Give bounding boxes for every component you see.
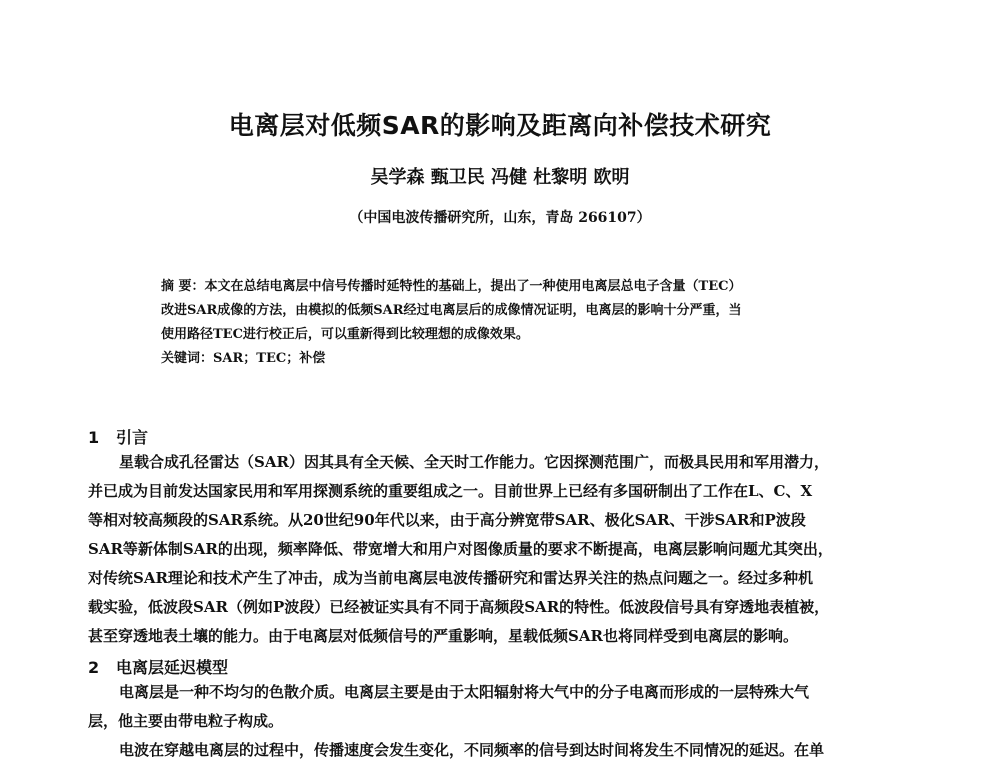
- section-heading-introduction: [88, 425, 148, 448]
- author-list: 吴学森 甄卫民 冯健 杜黎明 欧明: [370, 167, 630, 188]
- keywords-label: 关键词：: [161, 351, 214, 366]
- paragraph-line: 载实验，低波段SAR（例如P波段）已经被证实具有不同于高频段SAR的特性。低波段信号具有穿透地表植被，: [88, 598, 830, 616]
- paragraph-line: 电离层是一种不均匀的色散介质。电离层主要是由于太阳辐射将大气中的分子电离而形成的一层特殊大气: [119, 683, 810, 701]
- section-number: 1: [88, 428, 100, 447]
- abstract-block: [161, 275, 841, 371]
- paragraph-line: 层，他主要由带电粒子构成。: [88, 712, 284, 730]
- section-number: 2: [88, 658, 100, 677]
- paper-title: 电离层对低频SAR的影响及距离向补偿技术研究: [228, 111, 772, 140]
- paragraph-line: 甚至穿透地表土壤的能力。由于电离层对低频信号的严重影响，星载低频SAR也将同样受到电离层的影响。: [88, 627, 798, 645]
- keywords-line: [161, 347, 841, 371]
- paragraph-line: 并已成为目前发达国家民用和军用探测系统的重要组成之一。目前世界上已经有多国研制出了工作在L、C、X: [88, 482, 813, 500]
- affiliation: （中国电波传播研究所，山东，青岛 266107）: [349, 210, 651, 226]
- paragraph-line: 等相对较高频段的SAR系统。从20世纪90年代以来，由于高分辨宽带SAR、极化SAR、干涉SAR和P波段: [88, 511, 806, 529]
- paragraph-line: 电波在穿越电离层的过程中，传播速度会发生变化，不同频率的信号到达时间将发生不同情况的延迟。在单: [119, 741, 825, 759]
- section-title: 引言: [116, 428, 149, 447]
- abstract-line: [161, 275, 841, 299]
- abstract-line: 改进SAR成像的方法，由模拟的低频SAR经过电离层后的成像情况证明，电离层的影响十分严重，当: [161, 303, 742, 318]
- keywords-text: SAR；TEC；补偿: [213, 351, 326, 366]
- paragraph-line: SAR等新体制SAR的出现，频率降低、带宽增大和用户对图像质量的要求不断提高，电离层影响问题尤其突出，: [88, 540, 833, 558]
- abstract-label: 摘 要：: [161, 279, 205, 294]
- section-body-delay-model: [88, 678, 908, 765]
- paragraph-line: 星载合成孔径雷达（SAR）因其具有全天候、全天时工作能力。它因探测范围广，而极具民用和军用潜力，: [119, 453, 829, 471]
- section-title: 电离层延迟模型: [116, 658, 229, 677]
- abstract-line: 使用路径TEC进行校正后，可以重新得到比较理想的成像效果。: [161, 327, 529, 342]
- section-heading-delay-model: [88, 655, 228, 678]
- section-body-introduction: [88, 448, 908, 651]
- paragraph-line: 对传统SAR理论和技术产生了冲击，成为当前电离层电波传播研究和雷达界关注的热点问题之一。经过多种机: [88, 569, 813, 587]
- abstract-text: 本文在总结电离层中信号传播时延特性的基础上，提出了一种使用电离层总电子含量（TEC）: [204, 279, 742, 294]
